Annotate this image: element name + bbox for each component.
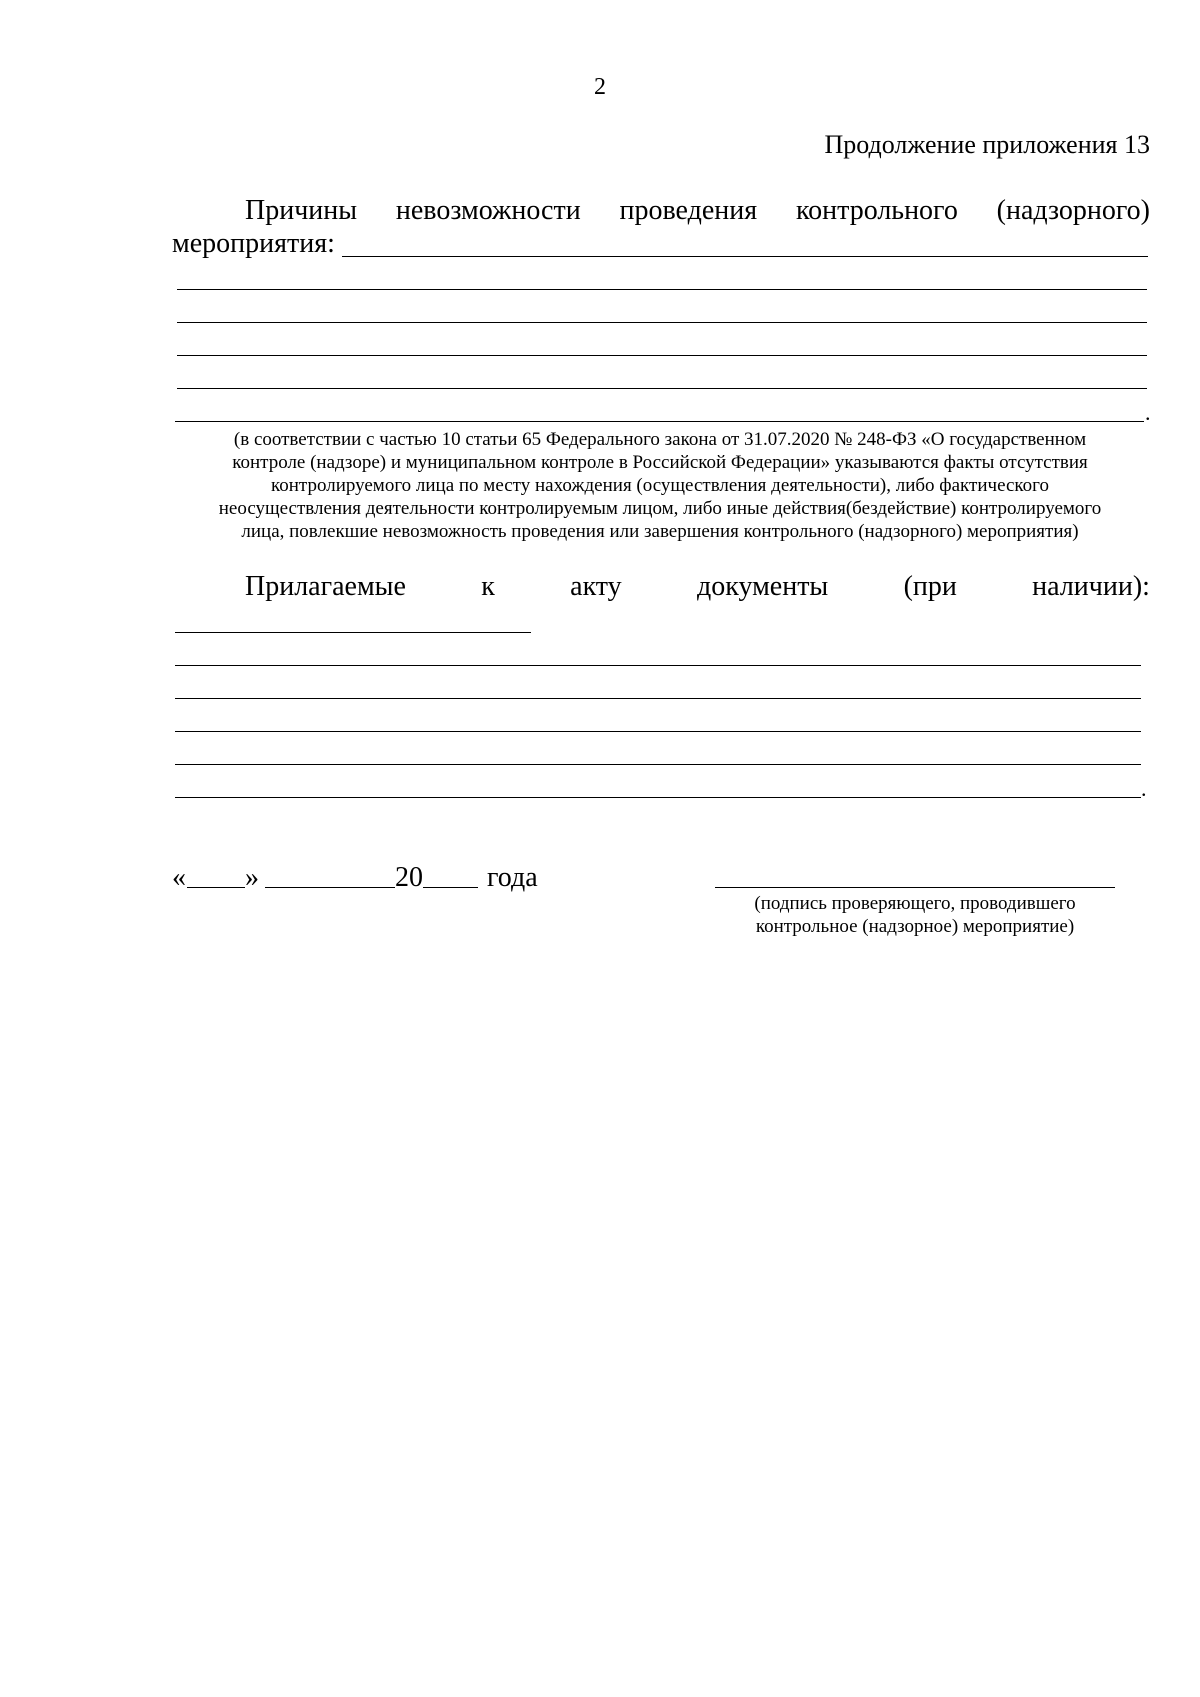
reasons-heading-word: контрольного <box>795 195 958 226</box>
documents-fill-line[interactable] <box>175 764 1141 765</box>
date-month-field[interactable] <box>265 887 395 888</box>
reasons-note-line: (в соответствии с частью 10 статьи 65 Федерального закона от 31.07.2020 № 248-ФЗ «О государственном <box>233 429 1087 450</box>
date-year-prefix: 20 <box>395 862 423 893</box>
documents-fill-line[interactable] <box>175 632 531 633</box>
date-quote-open: « <box>172 862 186 893</box>
documents-heading-word: документы <box>696 571 829 602</box>
documents-heading <box>245 571 1150 603</box>
appendix-label: Продолжение приложения 13 <box>824 130 1150 159</box>
documents-heading-word: акту <box>570 571 622 602</box>
reasons-heading-word: Причины <box>245 195 358 226</box>
date-year-word: года <box>487 862 538 893</box>
reasons-note-line: лица, повлекшие невозможность проведения или завершения контрольного (надзорного) мероприятия) <box>241 521 1079 542</box>
documents-heading-word: наличии): <box>1032 571 1150 602</box>
reasons-note-line: контроле (надзоре) и муниципальном контроле в Российской Федерации» указываются факты отсутствия <box>232 452 1088 473</box>
documents-heading-word: Прилагаемые <box>245 571 406 602</box>
documents-fill-line[interactable] <box>175 797 1141 798</box>
reasons-heading-word: невозможности <box>395 195 581 226</box>
reasons-heading-cont: мероприятия: <box>172 228 335 259</box>
reasons-note-line: контролируемого лица по месту нахождения (осуществления деятельности), либо фактического <box>271 475 1049 496</box>
date-quote-close: » <box>245 862 259 893</box>
reasons-fill-line[interactable] <box>177 388 1147 389</box>
date-day-field[interactable] <box>187 887 245 888</box>
documents-fill-line[interactable] <box>175 731 1141 732</box>
signature-caption-line: контрольное (надзорное) мероприятие) <box>755 916 1075 937</box>
date-year-field[interactable] <box>423 887 478 888</box>
reasons-note <box>170 428 1150 543</box>
reasons-heading-word: проведения <box>619 195 758 226</box>
documents-fill-line[interactable] <box>175 665 1141 666</box>
signature-caption-line: (подпись проверяющего, проводившего <box>754 893 1076 914</box>
documents-end-dot: . <box>1141 776 1147 801</box>
reasons-fill-line[interactable] <box>177 355 1147 356</box>
documents-heading-word: к <box>481 571 495 602</box>
signature-field[interactable] <box>715 887 1115 888</box>
reasons-fill-line[interactable] <box>177 322 1147 323</box>
reasons-fill-line[interactable] <box>177 289 1147 290</box>
reasons-fill-line[interactable] <box>342 256 1148 257</box>
page-number: 2 <box>594 74 606 100</box>
documents-fill-line[interactable] <box>175 698 1141 699</box>
reasons-heading-word: (надзорного) <box>996 195 1150 226</box>
reasons-note-line: неосуществления деятельности контролируемым лицом, либо иные действия(бездействие) контролируемого <box>218 498 1102 519</box>
reasons-end-dot: . <box>1145 400 1151 425</box>
reasons-fill-line[interactable] <box>175 421 1144 422</box>
documents-heading-word: (при <box>903 571 957 602</box>
signature-caption <box>715 892 1115 938</box>
reasons-heading <box>245 195 1150 227</box>
